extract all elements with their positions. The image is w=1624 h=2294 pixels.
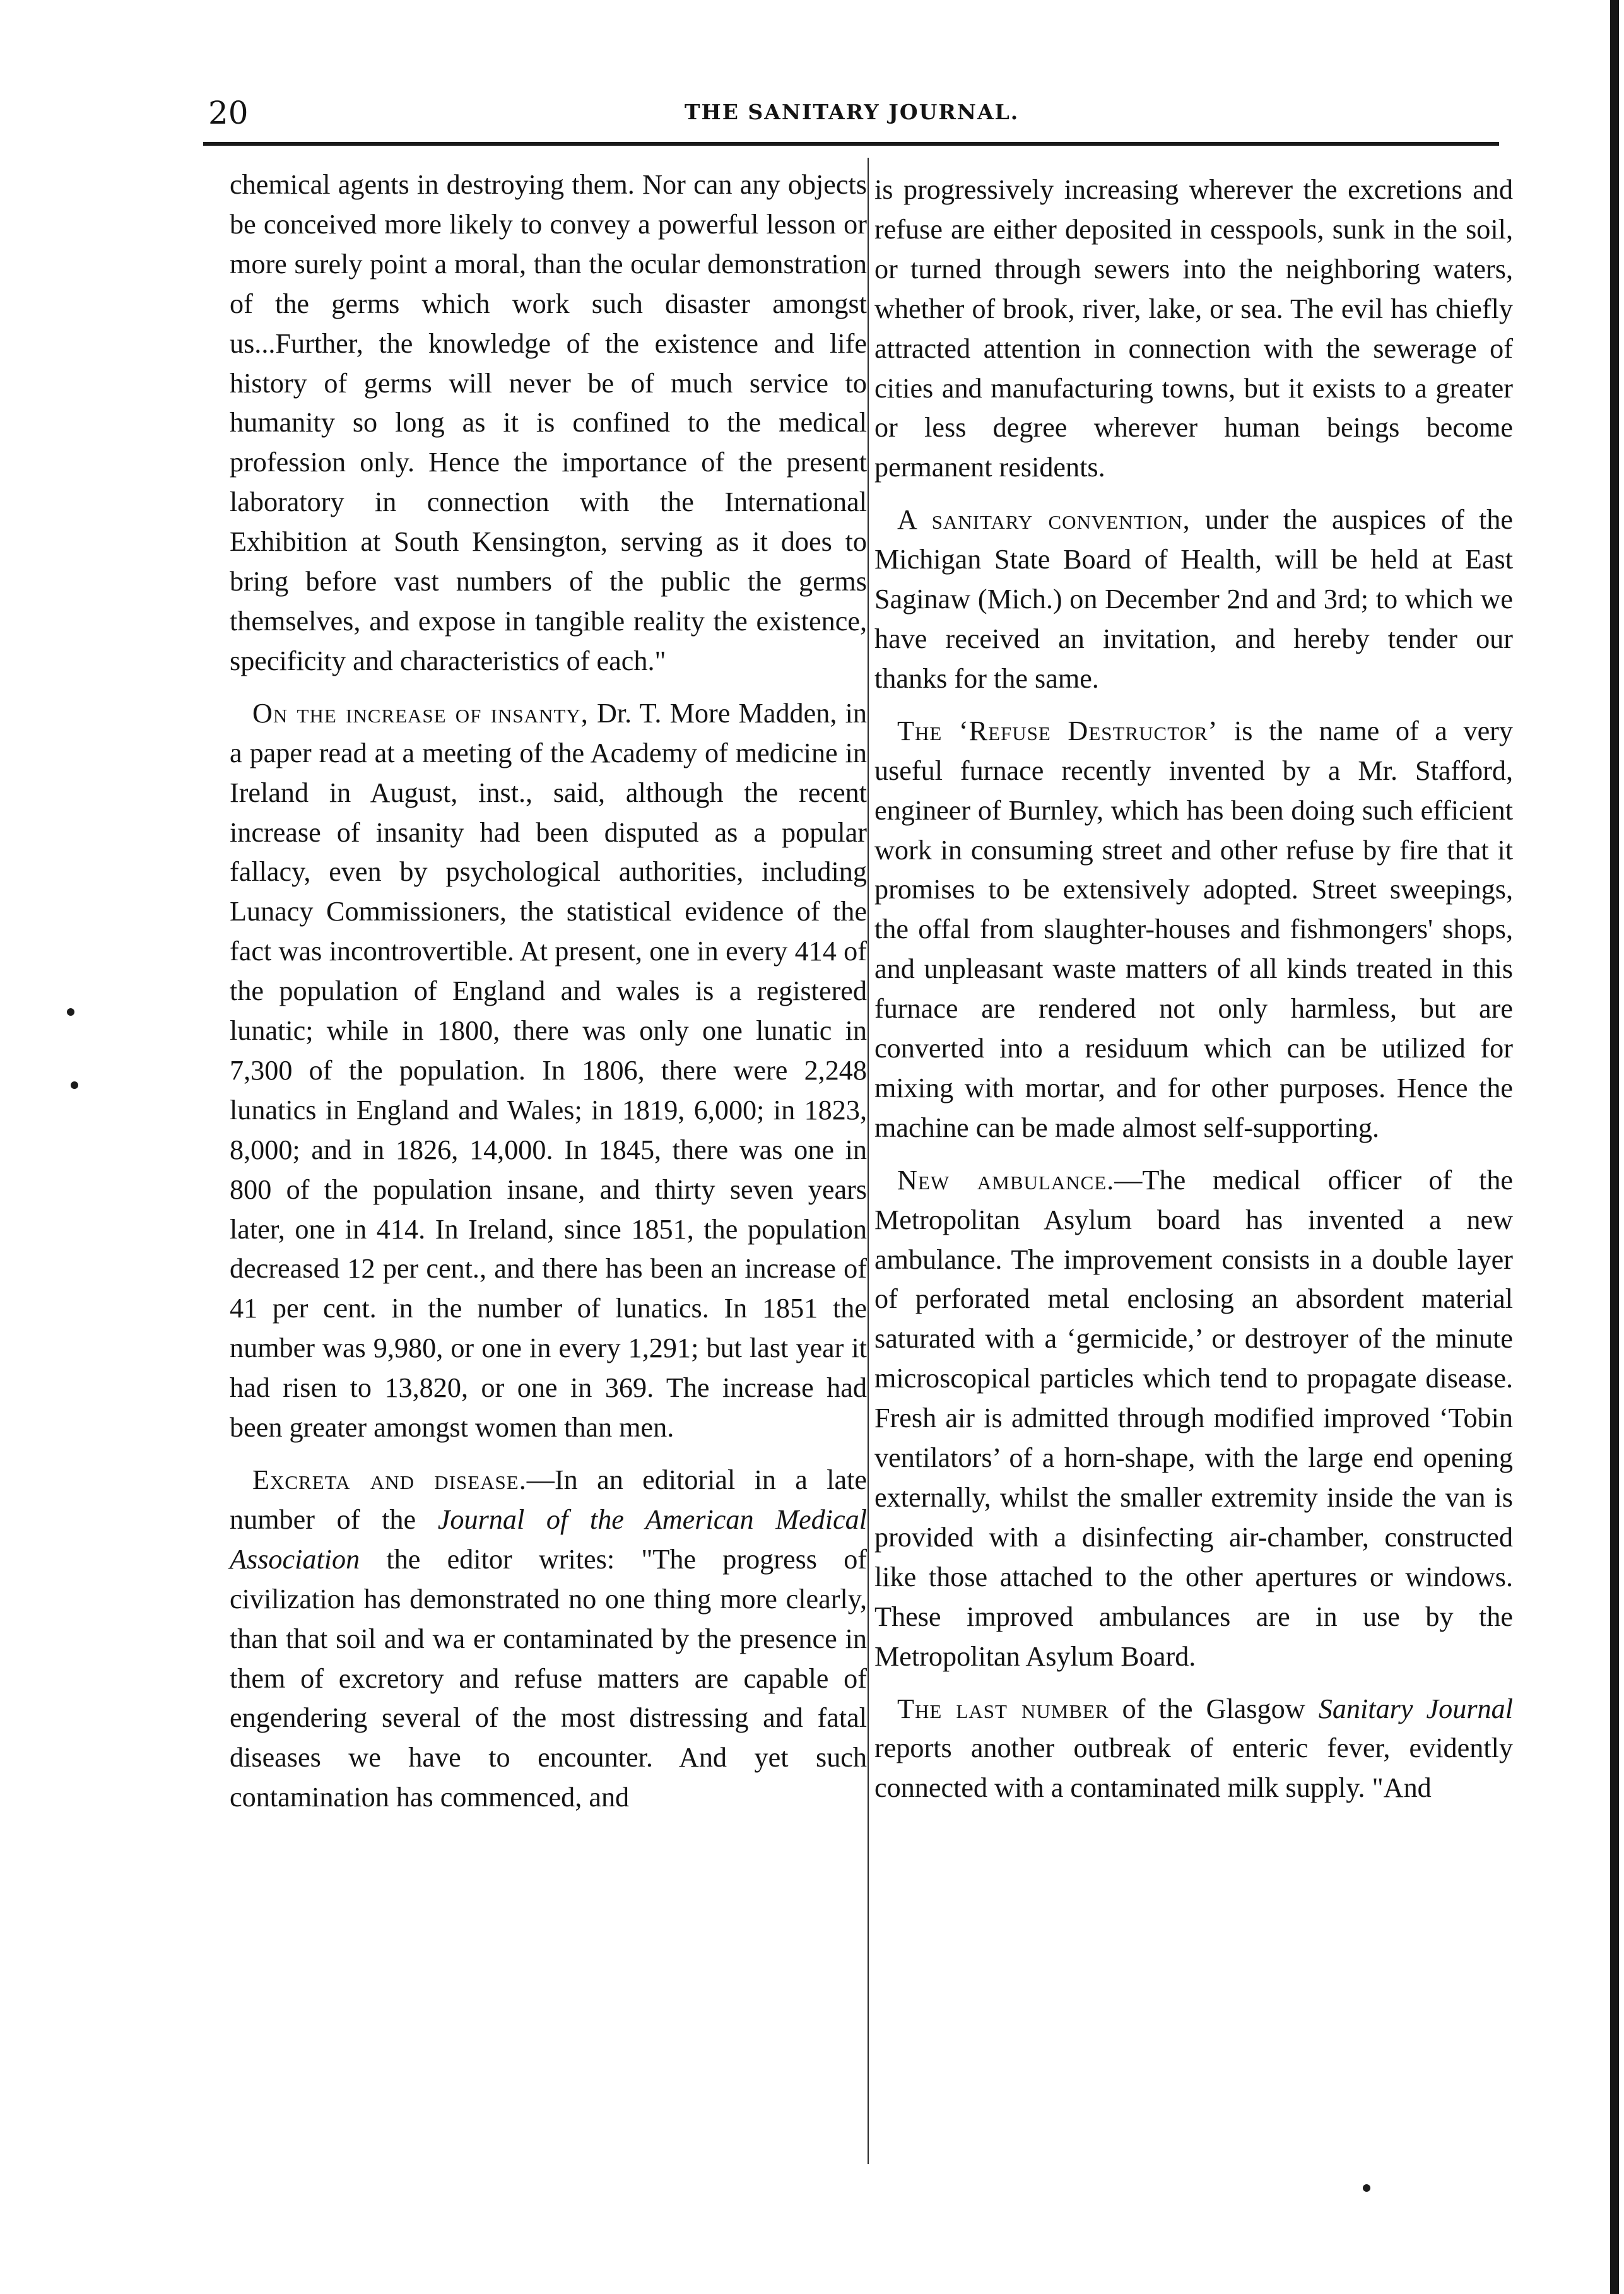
paragraph-new-ambulance xyxy=(874,1161,1513,1677)
paragraph-glasgow-journal xyxy=(874,1690,1513,1809)
paragraph-insanity xyxy=(230,694,867,1448)
column-divider xyxy=(868,158,869,2164)
page-number: 20 xyxy=(208,95,249,131)
margin-dot xyxy=(1363,2184,1370,2192)
paragraph-text: is progressively increasing wherever the excretions and refuse are either deposited in cesspools, sunk in the soil, or turned through sewers into the neighboring waters, whether of brook, river, lake, or sea. The evil has chiefly attracted attention in connection with the sewerage of cities and manufacturing towns, but it exists to a greater or less degree wherever human beings become permanent residents. xyxy=(874,174,1513,483)
left-column xyxy=(230,165,867,1830)
section-heading: The last number xyxy=(897,1693,1109,1724)
paragraph-sanitary-convention xyxy=(874,500,1513,699)
paragraph-text: under the auspices of the Michigan State Board of Health, will be held at East Saginaw (Mich.) on December 2nd and 3rd; to which we have received an invitation, and hereby tender our thanks for the same. xyxy=(874,504,1514,694)
running-head: THE SANITARY JOURNAL. xyxy=(685,100,1020,124)
paragraph-text: is the name of a very useful furnace recently invented by a Mr. Stafford, engineer of Burnley, which has been doing such efficient work in consuming street and other refuse by fire that it promises to be extensively adopted. Street sweepings, the offal from slaughter-houses and fishmongers' shops, and unpleasant waste matters of all kinds treated in this furnace are rendered not only harmless, but are converted into a residuum which can be utilized for mixing with mortar, and for other purposes. Hence the machine can be made almost self-supporting. xyxy=(874,715,1513,1143)
paragraph-text: of the Glasgow xyxy=(1109,1693,1319,1724)
header-rule xyxy=(203,142,1499,146)
paragraph-text: chemical agents in destroying them. Nor can any objects be conceived more likely to convey a powerful lesson or more surely point a moral, than the ocular demonstration of the germs which work such disaster amongst us...Further, the knowledge of the existence and life history of germs will never be of much service to humanity so long as it is confined to the medical profession only. Hence the importance of the present laboratory in connection with the International Exhibition at South Kensington, serving as it does to bring before vast numbers of the public the germs themselves, and expose in tangible reality the existence, specificity and characteristics of each." xyxy=(230,169,867,676)
journal-title-italic: Journal of the American Medical Association xyxy=(230,1503,867,1575)
paragraph-refuse-destructor xyxy=(874,712,1513,1148)
paragraph-text: Dr. T. More Madden, in a paper read at a meeting of the Academy of medicine in Ireland in August, inst., said, although the recent increase of insanity had been disputed as a popular fallacy, even by psychological authorities, including Lunacy Commissioners, the statistical evidence of the fact was incontrovertible. At present, one in every 414 of the population of England and wales is a registered lunatic; while in 1800, there was only one lunatic in 7,300 of the population. In 1806, there were 2,248 lunatics in England and Wales; in 1819, 6,000; in 1823, 8,000; and in 1826, 14,000. In 1845, there was one in 800 of the population insane, and thirty seven years later, one in 414. In Ireland, since 1851, the population decreased 12 per cent., and there has been an increase of 41 per cent. in the number of lunatics. In 1851 the number was 9,980, or one in every 1,291; but last year it had risen to 13,820, or one in 369. The increase had been greater amongst women than men. xyxy=(230,697,867,1444)
section-heading: A sanitary convention, xyxy=(897,504,1191,536)
section-heading: The ‘Refuse Destructor’ xyxy=(897,715,1218,746)
journal-title-italic: Sanitary Journal xyxy=(1318,1693,1513,1724)
paragraph-excreta xyxy=(230,1461,867,1818)
section-heading: On the increase of insanty, xyxy=(252,697,589,729)
paragraph-text: reports another outbreak of enteric fever, evidently connected with a contaminated milk supply. "And xyxy=(874,1732,1513,1804)
paragraph-text: the editor writes: "The progress of civilization has demonstrated no one thing more clearly, than that soil and wa er contaminated by the presence in them of excretory and refuse matters are capable of engendering several of the most distressing and fatal diseases we have to encounter. And yet such contamination has commenced, and xyxy=(230,1543,867,1813)
section-heading: Excreta and disease. xyxy=(252,1464,527,1495)
scan-edge xyxy=(1610,0,1619,2294)
paragraph-text: —The medical officer of the Metropolitan Asylum board has invented a new ambulance. The improvement consists in a double layer of perforated metal enclosing an absordent material saturated with a ‘germicide,’ or destroyer of the minute microscopical particles which tend to propagate disease. Fresh air is admitted through modified improved ‘Tobin ventilators’ of a horn-shape, with the large end opening externally, whilst the smaller extremity inside the van is provided with a disinfecting air-chamber, constructed like those attached to the other apertures or windows. These improved ambulances are in use by the Metropolitan Asylum Board. xyxy=(874,1164,1513,1672)
paragraph-text: —In an editorial in a late number of the xyxy=(230,1464,867,1535)
paragraph-germs-continued xyxy=(230,165,867,681)
margin-dot xyxy=(67,1008,74,1016)
section-heading: New ambulance. xyxy=(897,1164,1115,1196)
paragraph-excreta-continued xyxy=(874,170,1513,488)
right-column xyxy=(874,170,1513,1821)
margin-dot xyxy=(71,1081,78,1089)
